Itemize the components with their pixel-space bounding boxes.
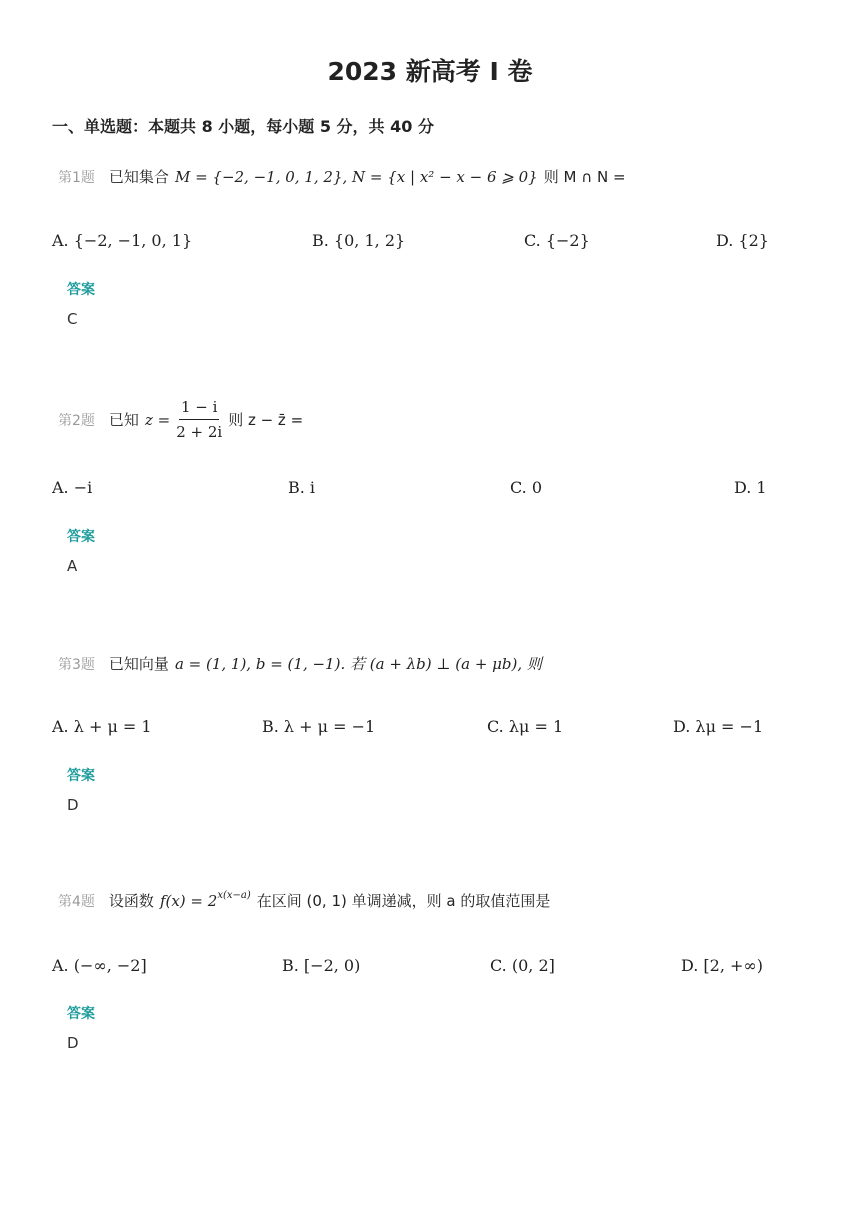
question-4-stem xyxy=(58,890,550,911)
question-number: 第2题 xyxy=(58,412,95,429)
stem-prefix: 已知集合 xyxy=(108,168,169,186)
option-c: C. 0 xyxy=(510,478,543,497)
stem-suffix: 则 z − z̄ = xyxy=(228,411,304,429)
option-a: A. {−2, −1, 0, 1} xyxy=(52,231,193,250)
stem-math: f(x) = 2 xyxy=(159,891,218,910)
stem-math: M = {−2, −1, 0, 1, 2}, N = {x | x² − x − 6 ⩾ 0} xyxy=(174,167,538,186)
option-a: A. −i xyxy=(52,478,93,497)
answer-value: A xyxy=(67,557,78,575)
question-3-stem xyxy=(58,653,542,674)
section-heading: 一、单选题：本题共 8 小题，每小题 5 分，共 40 分 xyxy=(52,117,434,136)
fraction xyxy=(174,398,224,441)
stem-math: z = xyxy=(144,410,171,429)
stem-suffix: 则 M ∩ N = xyxy=(543,168,626,186)
page-title: 2023 新高考 I 卷 xyxy=(327,57,533,86)
fraction-numerator: 1 − i xyxy=(179,398,219,420)
option-b: B. λ + μ = −1 xyxy=(262,717,376,736)
option-c: C. (0, 2] xyxy=(490,956,555,975)
option-a: A. (−∞, −2] xyxy=(52,956,147,975)
stem-math: a = (1, 1), b = (1, −1). 若 (a + λb) ⊥ (a + μb), 则 xyxy=(174,655,542,673)
option-d: D. {2} xyxy=(716,231,769,250)
fraction-denominator: 2 + 2i xyxy=(176,423,223,441)
option-c: C. λμ = 1 xyxy=(487,717,564,736)
question-1-stem xyxy=(58,166,626,187)
question-number: 第3题 xyxy=(58,656,95,673)
option-d: D. 1 xyxy=(734,478,767,497)
stem-suffix: 在区间 (0, 1) 单调递减，则 a 的取值范围是 xyxy=(256,892,551,910)
answer-value: D xyxy=(67,1034,79,1052)
option-b: B. {0, 1, 2} xyxy=(312,231,406,250)
answer-label: 答案 xyxy=(67,529,95,545)
question-number: 第4题 xyxy=(58,893,95,910)
question-2-stem xyxy=(58,398,303,441)
option-d: D. [2, +∞) xyxy=(681,956,763,975)
answer-label: 答案 xyxy=(67,1006,95,1022)
answer-value: D xyxy=(67,796,79,814)
answer-label: 答案 xyxy=(67,282,95,298)
stem-exponent: x(x−a) xyxy=(217,890,251,901)
answer-value: C xyxy=(67,310,78,328)
stem-prefix: 已知 xyxy=(108,411,139,429)
option-b: B. [−2, 0) xyxy=(282,956,361,975)
stem-prefix: 设函数 xyxy=(108,892,154,910)
option-d: D. λμ = −1 xyxy=(673,717,764,736)
question-number: 第1题 xyxy=(58,169,95,186)
answer-label: 答案 xyxy=(67,768,95,784)
option-a: A. λ + μ = 1 xyxy=(52,717,152,736)
option-c: C. {−2} xyxy=(524,231,590,250)
stem-prefix: 已知向量 xyxy=(108,655,169,673)
option-b: B. i xyxy=(288,478,316,497)
